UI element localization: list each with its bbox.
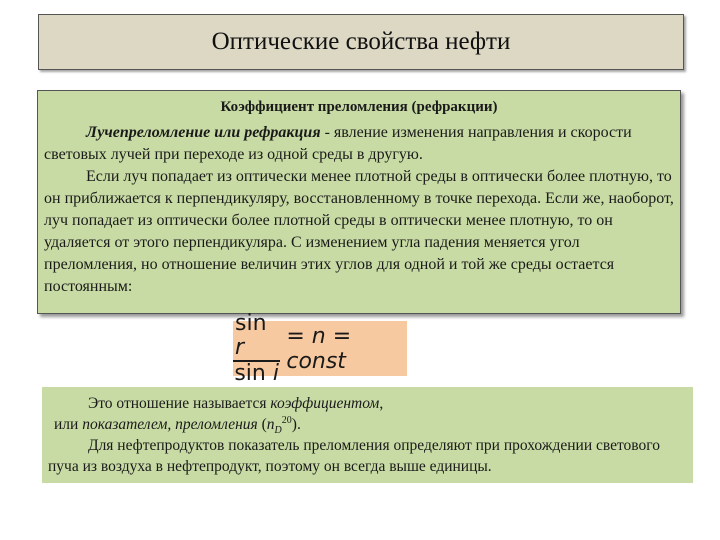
note-paragraph-2: Для нефтепродуктов показатель преломления определяют при прохождении светового пуча из воздуха в нефтепродукт, поэтому он всегда выше единицы. [48,437,660,475]
formula-fraction [233,312,280,386]
definition-paragraph [44,122,674,166]
formula-rhs: = n = const [286,323,352,374]
definition-text: - явление изменения направления и скорости световых лучей при переходе из одной среды в другую. [44,124,632,163]
slide-title [38,14,684,70]
note-line-2: или показателем, преломления $(n_D^{20})$. [54,414,301,437]
note-text-box [42,387,693,483]
snell-formula [233,310,407,386]
formula-denominator: sin i [234,360,279,386]
slide-title-text: Оптические свойства нефти [211,28,511,55]
refraction-paragraph: Если луч попадает из оптически менее плотной среды в оптически более плотную, то он приближается к перпендикуляру, восстановленному в точке перехода. Если же, наоборот, луч попадает из оптически более плотной среды в оптически менее плотную, то он удаляется от этого перпендикуляра. С изменением угла падения меняется угол преломления, но отношение величин этих углов для одной и той же среды остается постоянным: [44,168,674,295]
section-heading: Коэффициент преломления (рефракции) [220,99,498,115]
definition-term: Лучепреломление или рефракция [86,124,321,141]
formula-numerator: sin r [233,312,280,362]
main-text-box [37,90,681,314]
note-line-1: Это отношение называется коэффициентом, [88,395,384,412]
